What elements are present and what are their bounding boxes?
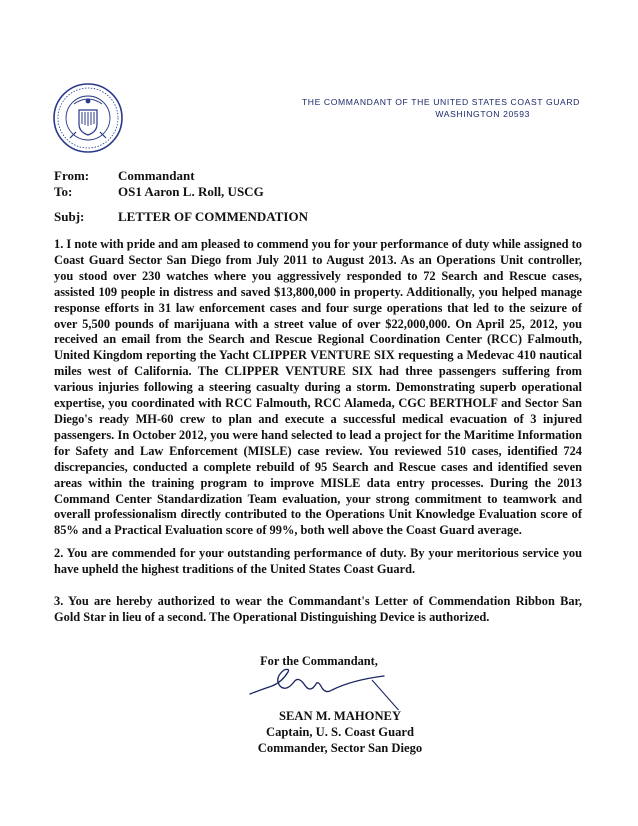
signer-name: SEAN M. MAHONEY — [278, 709, 402, 723]
coast-guard-seal-icon — [52, 82, 124, 154]
paragraph-1: 1. I note with pride and am pleased to commend you for your performance of duty while assigned to Coast Guard Sector San Diego from July 2011 to August 2013. As an Operations Unit controller, you stood over 230 watches where you aggressively responded to 72 Search and Rescue cases, assisted 109 people in distress and saved $13,800,000 in property. Additionally, you helped manage response efforts in 31 law enforcement cases and four surge operations that led to the seizure of over 5,500 pounds of marijuana with a street value of over $22,000,000. On April 25, 2012, you received an email from the Search and Rescue Regional Coordination Center (RCC) Falmouth, United Kingdom reporting the Yacht CLIPPER VENTURE SIX requesting a Medevac 410 nautical miles west of California. The CLIPPER VENTURE SIX had three passengers suffering from various injuries following a steering casualty during a storm. Demonstrating superb operational expertise, you coordinated with RCC Falmouth, RCC Alameda, CGC BERTHOLF and Sector San Diego's ready MH-60 crew to plan and execute a successful medical evacuation of 3 injured passengers. In October 2012, you were hand selected to lead a project for the Maritime Information for Safety and Law Enforcement (MISLE) case review. You reviewed 510 cases, identified 724 discrepancies, conducted a complete rebuild of 95 Search and Rescue cases and identified seven areas within the training program to improve MISLE data entry processes. During the 2013 Command Center Standardization Team evaluation, your strong commitment to teamwork and overall professionalism directly contributed to the Operations Unit Knowledge Evaluation score of 85% and a Practical Evaluation score of 99%, both well above the Coast Guard average. — [54, 237, 582, 538]
signature-block — [220, 708, 460, 756]
signer-title: Commander, Sector San Diego — [257, 741, 423, 755]
subj-label: Subj: — [54, 209, 85, 224]
subject-line — [54, 209, 308, 225]
letterhead-line2: WASHINGTON 20593 — [435, 109, 530, 119]
to-line — [54, 184, 264, 200]
to-label: To: — [54, 184, 73, 199]
signer-rank: Captain, U. S. Coast Guard — [265, 725, 414, 739]
closing: For the Commandant, — [260, 654, 378, 668]
paragraph-2: 2. You are commended for your outstanding performance of duty. By your meritorious service you have upheld the highest traditions of the United States Coast Guard. — [54, 546, 582, 576]
from-line — [54, 168, 195, 184]
subj-value: LETTER OF COMMENDATION — [118, 209, 308, 224]
to-value: OS1 Aaron L. Roll, USCG — [118, 184, 264, 199]
from-value: Commandant — [118, 168, 195, 183]
from-label: From: — [54, 168, 90, 183]
letterhead — [250, 96, 580, 120]
signature-icon — [232, 660, 432, 710]
paragraph-3: 3. You are hereby authorized to wear the Commandant's Letter of Commendation Ribbon Bar, Gold Star in lieu of a second. The Operational Distinguishing Device is authorized. — [54, 594, 582, 624]
letterhead-line1: THE COMMANDANT OF THE UNITED STATES COAST GUARD — [301, 97, 580, 107]
